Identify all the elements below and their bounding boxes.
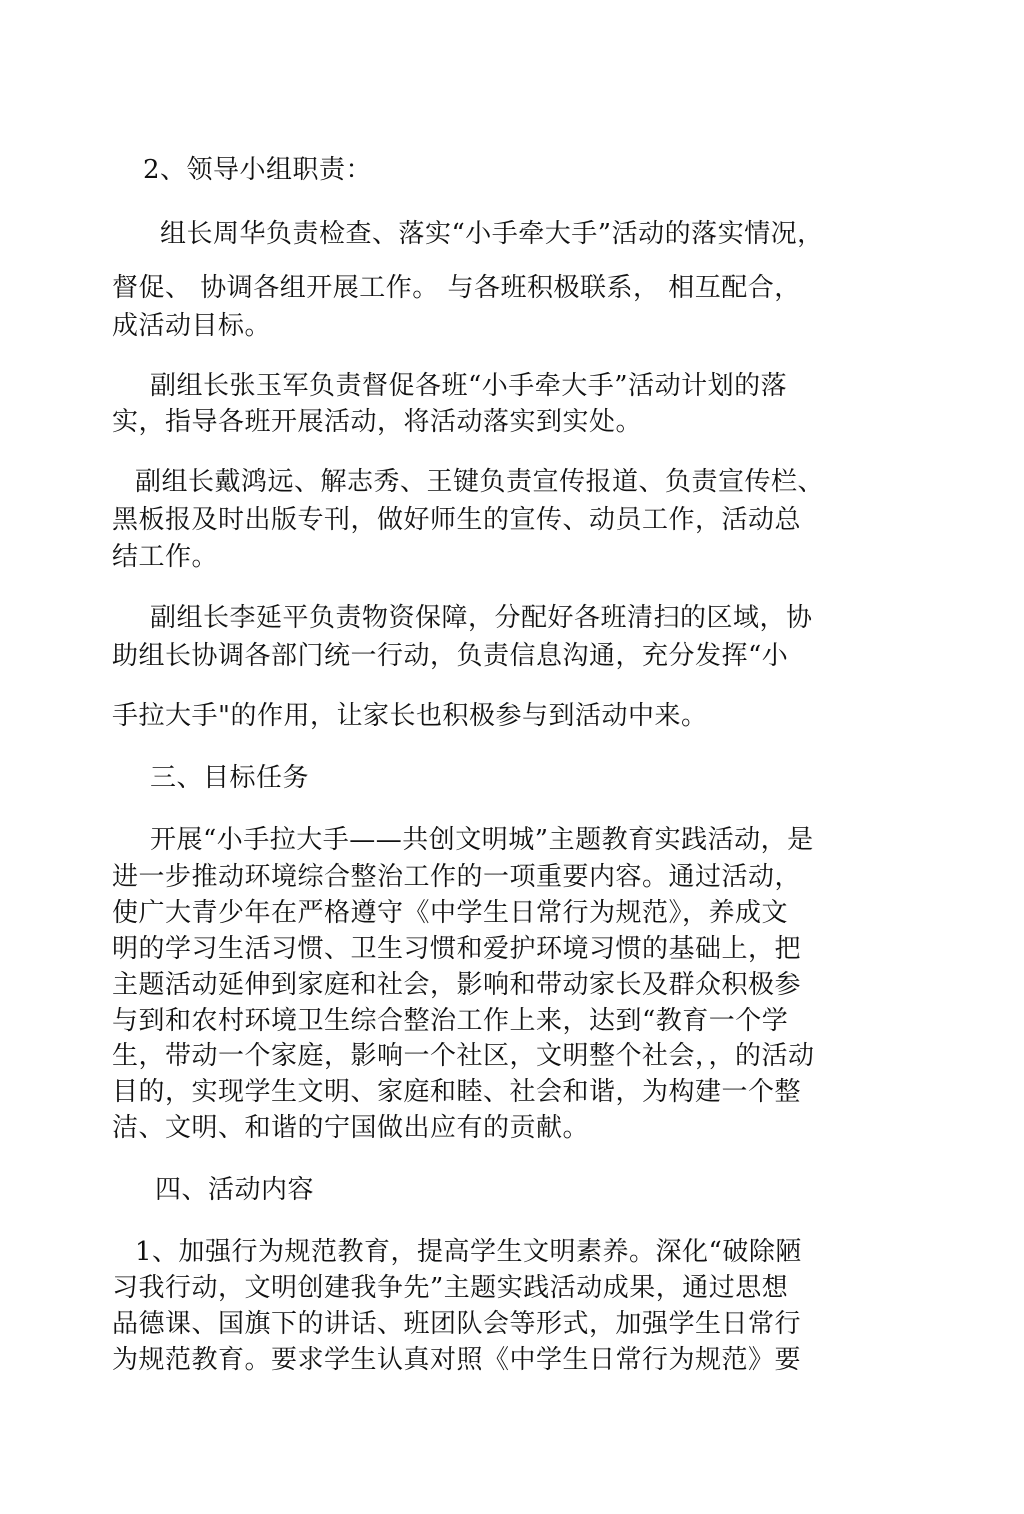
- text-line: 副组长李延平负责物资保障，分配好各班清扫的区域，协: [150, 603, 813, 633]
- text-line: 主题活动延伸到家庭和社会，影响和带动家长及群众积极参: [112, 970, 802, 1000]
- text-line: 手拉大手"的作用，让家长也积极参与到活动中来。: [112, 701, 708, 731]
- text-line: 进一步推动环境综合整治工作的一项重要内容。通过活动，: [112, 862, 802, 892]
- text-line: 明的学习生活习惯、卫生习惯和爱护环境习惯的基础上，把: [112, 934, 802, 964]
- text-line: 督促、 协调各组开展工作。 与各班积极联系， 相互配合，: [112, 273, 801, 303]
- text-line: 2、领导小组职责：: [143, 155, 373, 185]
- text-line: 结工作。: [112, 542, 219, 572]
- text-line: 1、加强行为规范教育，提高学生文明素养。深化“破除陋: [135, 1237, 802, 1267]
- text-line: 实，指导各班开展活动，将活动落实到实处。: [112, 407, 643, 437]
- text-line: 与到和农村环境卫生综合整治工作上来，达到“教育一个学: [112, 1006, 789, 1036]
- text-line: 目的，实现学生文明、家庭和睦、社会和谐，为构建一个整: [112, 1077, 802, 1107]
- text-line: 开展“小手拉大手——共创文明城”主题教育实践活动，是: [150, 825, 814, 855]
- text-line: 黑板报及时出版专刊，做好师生的宣传、动员工作，活动总: [112, 505, 802, 535]
- text-line: 组长周华负责检查、落实“小手牵大手”活动的落实情况，: [160, 219, 824, 249]
- text-line: 洁、文明、和谐的宁国做出应有的贡献。: [112, 1113, 590, 1143]
- section-heading: 三、目标任务: [150, 763, 310, 793]
- text-line: 使广大青少年在严格遵守《中学生日常行为规范》，养成文: [112, 898, 789, 928]
- text-line: 副组长张玉军负责督促各班“小手牵大手”活动计划的落: [150, 371, 788, 401]
- text-line: 助组长协调各部门统一行动，负责信息沟通，充分发挥“小: [112, 641, 789, 671]
- text-line: 生，带动一个家庭，影响一个社区，文明整个社会，，的活动: [112, 1041, 815, 1071]
- text-line: 为规范教育。要求学生认真对照《中学生日常行为规范》要: [112, 1345, 802, 1375]
- section-heading: 四、活动内容: [155, 1175, 315, 1205]
- text-line: 成活动目标。: [112, 311, 272, 341]
- text-line: 习我行动，文明创建我争先”主题实践活动成果，通过思想: [112, 1273, 789, 1303]
- text-line: 副组长戴鸿远、解志秀、王键负责宣传报道、负责宣传栏、: [135, 467, 825, 497]
- text-line: 品德课、国旗下的讲话、班团队会等形式，加强学生日常行: [112, 1309, 802, 1339]
